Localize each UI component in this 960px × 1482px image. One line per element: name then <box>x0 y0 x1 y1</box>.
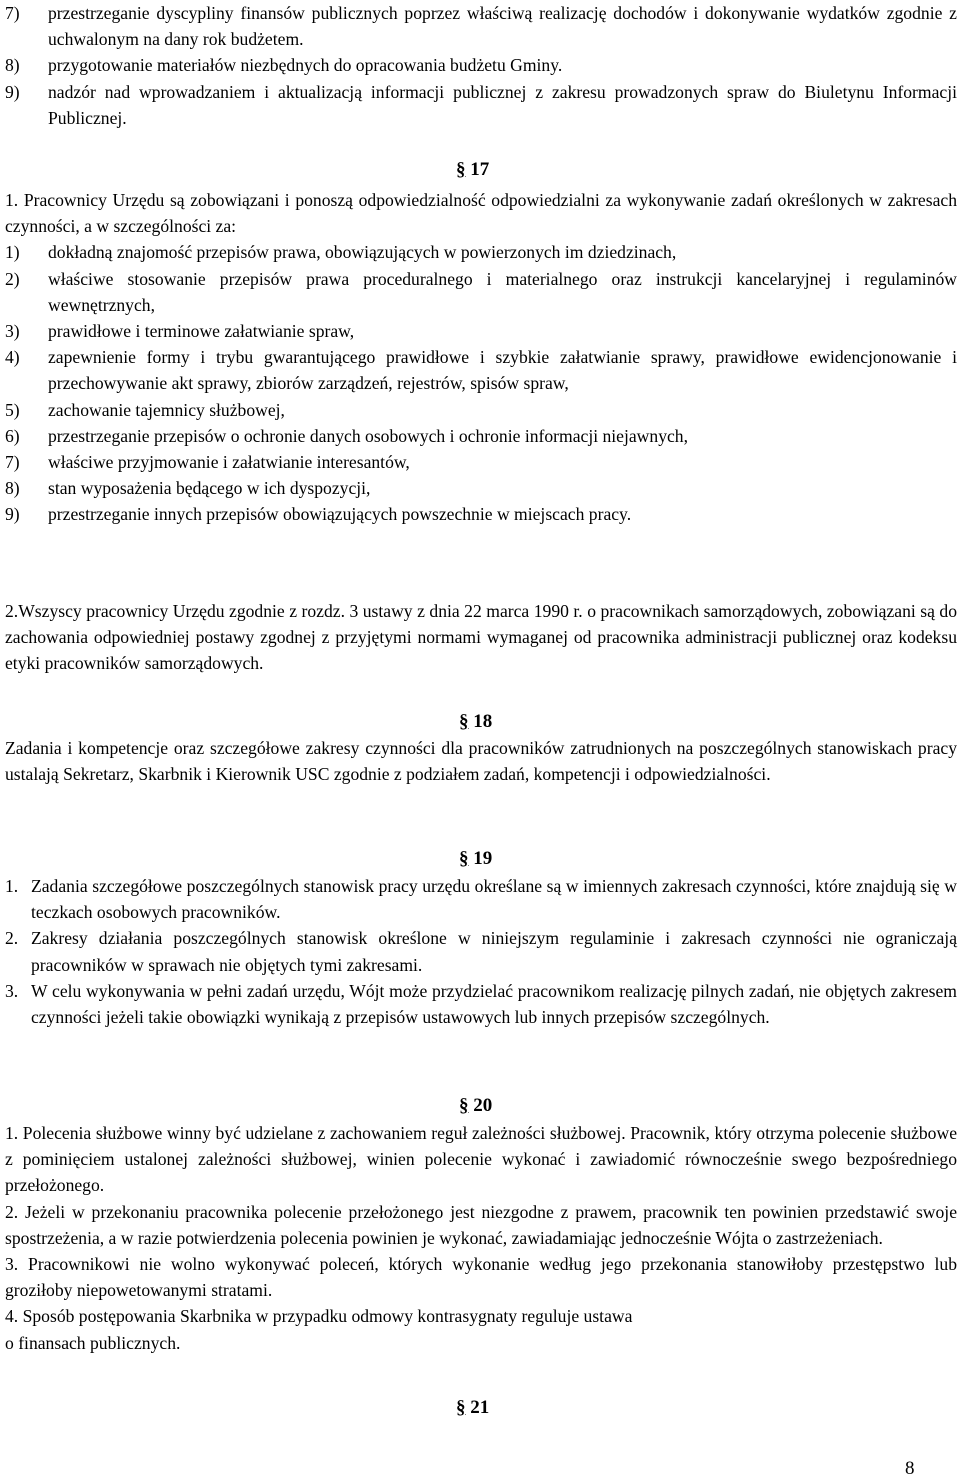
paragraph: 2. Jeżeli w przekonaniu pracownika polecenie przełożonego jest niezgodne z prawem, pracownik ten powinien przedstawić swoje spostrzeżenia, a w razie potwierdzenia polecenia powinien je wykonać, zawiadamiając jednocześnie Wójta o zastrzeżeniach. <box>5 1201 957 1248</box>
list-item <box>5 79 957 131</box>
paragraph: 1. Pracownicy Urzędu są zobowiązani i ponoszą odpowiedzialność odpowiedzialni za wykonywanie zadań określonych w zakresach czynności, a w szczególności za: <box>5 190 957 237</box>
item-text: zapewnienie formy i trybu gwarantującego prawidłowe i szybkie załatwianie sprawy, prawidłowe ewidencjonowanie i przechowywanie akt sprawy, zbiorów zarządzeń, rejestrów, spisów spraw, <box>48 347 957 394</box>
item-number: 8) <box>5 478 20 499</box>
item-text: właściwe przyjmowanie i załatwianie interesantów, <box>48 452 410 473</box>
list-item <box>5 978 957 1030</box>
section-heading-17 <box>456 157 489 183</box>
item-number: 4) <box>5 347 20 368</box>
item-text: nadzór nad wprowadzaniem i aktualizacją informacji publicznej z zakresu prowadzonych spraw do Biuletynu Informacji Publicznej. <box>48 81 957 128</box>
list-item <box>5 266 957 318</box>
section-heading-19 <box>459 846 492 872</box>
section-sign: § <box>459 711 469 732</box>
item-number: 6) <box>5 425 20 446</box>
list-item <box>5 925 957 977</box>
item-number: 1. <box>5 876 19 896</box>
paragraph: 4. Sposób postępowania Skarbnika w przypadku odmowy kontrasygnaty reguluje ustawa <box>5 1306 633 1327</box>
list-item <box>5 397 957 423</box>
section-number: 19 <box>473 848 493 869</box>
list-item <box>5 318 957 344</box>
list-item <box>5 873 957 925</box>
list-item <box>5 0 957 52</box>
section-number: 17 <box>470 159 490 180</box>
item-text: Zakresy działania poszczególnych stanowisk określone w niniejszym regulaminie i zakresach czynności nie ograniczają pracowników w sprawach nie objętych tymi zakresami. <box>31 928 957 975</box>
item-text: Zadania szczegółowe poszczególnych stanowisk pracy urzędu określane są w imiennych zakresach czynności, które znajdują się w teczkach osobowych pracowników. <box>31 876 957 923</box>
item-number: 7) <box>5 452 20 473</box>
paragraph: Zadania i kompetencje oraz szczegółowe zakresy czynności dla pracowników zatrudnionych na poszczególnych stanowiskach pracy ustalają Sekretarz, Skarbnik i Kierownik USC zgodnie z podziałem zadań, kompetencji i odpowiedzialności. <box>5 738 957 785</box>
item-number: 3) <box>5 321 20 342</box>
section-20-body <box>5 1120 957 1356</box>
section-17-body <box>5 187 957 528</box>
item-number: 3. <box>5 980 19 1001</box>
item-text: przestrzeganie przepisów o ochronie danych osobowych i ochronie informacji niejawnych, <box>48 425 688 446</box>
item-text: dokładną znajomość przepisów prawa, obowiązujących w powierzonych im dziedzinach, <box>48 242 677 263</box>
item-number: 2) <box>5 268 20 289</box>
section-heading-21 <box>456 1395 489 1421</box>
section-sign: § <box>459 1095 469 1116</box>
section-sign: § <box>456 1397 466 1418</box>
item-text: przestrzeganie innych przepisów obowiązujących powszechnie w miejscach pracy. <box>48 504 632 525</box>
item-text: zachowanie tajemnicy służbowej, <box>48 399 285 420</box>
list-item <box>5 449 957 475</box>
section-number: 18 <box>473 711 493 732</box>
item-number: 8) <box>5 55 20 76</box>
section-heading-18 <box>459 709 492 735</box>
list-item <box>5 423 957 449</box>
paragraph: 2.Wszyscy pracownicy Urzędu zgodnie z rozdz. 3 ustawy z dnia 22 marca 1990 r. o pracownikach samorządowych, zobowiązani są do zachowania odpowiedniej postawy zgodnej z przyjętymi normami wymaganej od pracownika administracji publicznej oraz kodeksu etyki pracowników samorządowych. <box>5 601 957 674</box>
item-text: W celu wykonywania w pełni zadań urzędu, Wójt może przydzielać pracownikom realizację pilnych zadań, nie objętych zakresem czynności jeżeli takie obowiązki wynikają z przepisów ustawowych lub innych przepisów szczególnych. <box>31 980 957 1028</box>
item-number: 1) <box>5 242 20 263</box>
item-text: prawidłowe i terminowe załatwianie spraw, <box>48 321 355 342</box>
paragraph: 3. Pracownikowi nie wolno wykonywać poleceń, których wykonanie według jego przekonania stanowiłoby przestępstwo lub groziłoby niepowetowanymi stratami. <box>5 1254 957 1301</box>
section-number: 20 <box>473 1095 493 1116</box>
section-sign: § <box>456 159 466 180</box>
list-item <box>5 52 957 78</box>
paragraph: 1. Polecenia służbowe winny być udzielane z zachowaniem reguł zależności służbowej. Pracownik, który otrzyma polecenie służbowe z pominięciem ustalonej zależności służbowej, winien polecenie wykonać i zawiadomić równocześnie swego bezpośredniego przełożonego. <box>5 1123 957 1196</box>
section-heading-20 <box>459 1093 492 1119</box>
paragraph: o finansach publicznych. <box>5 1332 181 1353</box>
item-text: przygotowanie materiałów niezbędnych do opracowania budżetu Gminy. <box>48 55 563 76</box>
list-item <box>5 475 957 501</box>
item-text: przestrzeganie dyscypliny finansów publicznych poprzez właściwą realizację dochodów i dokonywanie wydatków zgodnie z uchwalonym na dany rok budżetem. <box>48 3 957 50</box>
item-text: właściwe stosowanie przepisów prawa proceduralnego i materialnego oraz instrukcji kancelaryjnej i regulaminów wewnętrznych, <box>48 268 957 315</box>
section-number: 21 <box>470 1397 490 1418</box>
page-number: 8 <box>905 1458 915 1479</box>
section-19-body <box>5 873 957 1030</box>
list-item <box>5 239 957 265</box>
item-text: stan wyposażenia będącego w ich dyspozycji, <box>48 478 371 499</box>
item-number: 9) <box>5 81 20 102</box>
item-number: 5) <box>5 399 20 420</box>
top-list <box>5 0 957 131</box>
item-number: 9) <box>5 504 20 525</box>
section-sign: § <box>459 848 469 869</box>
item-number: 2. <box>5 928 19 949</box>
list-item <box>5 501 957 527</box>
item-number: 7) <box>5 3 20 23</box>
list-item <box>5 344 957 396</box>
